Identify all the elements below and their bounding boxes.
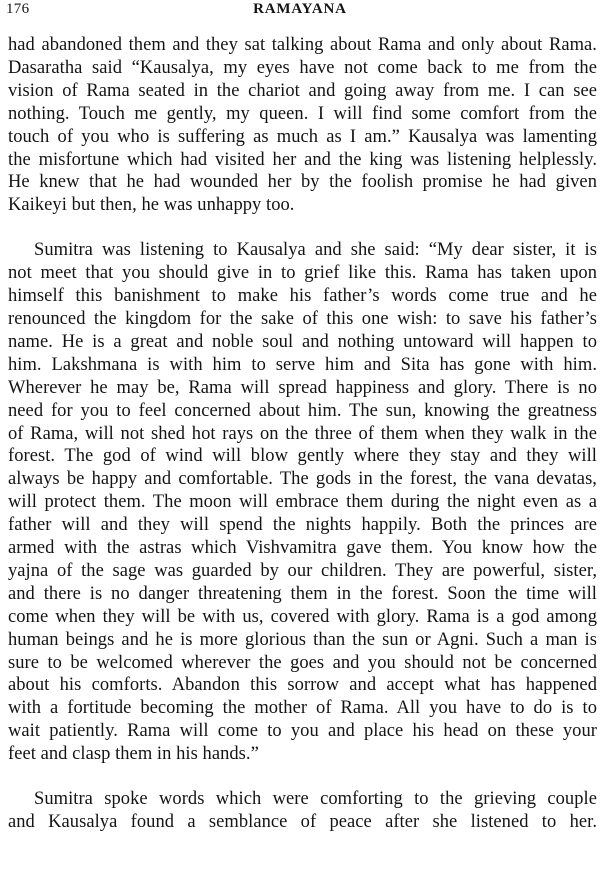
text-line: about his comforts. Abandon this sorrow and accept what has happened — [8, 675, 597, 696]
paragraph-1 — [8, 34, 597, 217]
text-line: with a fortitude becoming the mother of Rama. All you have to do is to — [8, 698, 597, 719]
text-line: need for you to feel concerned about him. The sun, knowing the greatness — [8, 400, 597, 421]
text-line: himself this banishment to make his father’s words come true and he — [8, 286, 597, 307]
text-line: sure to be welcomed wherever the goes and you should not be concerned — [8, 652, 597, 673]
text-line: renounced the kingdom for the sake of this one wish: to save his father’s — [8, 308, 597, 329]
text-line: him. Lakshmana is with him to serve him and Sita has gone with him. — [8, 354, 597, 375]
page-number: 176 — [6, 1, 30, 17]
text-line: Sumitra was listening to Kausalya and she said: “My dear sister, it is — [34, 240, 597, 261]
text-line: He knew that he had wounded her by the foolish promise he had given — [8, 172, 597, 193]
text-line: had abandoned them and they sat talking about Rama and only about Rama. — [8, 35, 597, 55]
text-line: touch of you who is suffering as much as I am.” Kausalya was lamenting — [8, 126, 597, 147]
text-line: wait patiently. Rama will come to you and place his head on these your — [8, 721, 597, 742]
page-header — [0, 0, 600, 22]
paragraph-3 — [8, 788, 597, 834]
text-line: not meet that you should give in to grief like this. Rama has taken upon — [8, 263, 597, 284]
text-line: Dasaratha said “Kausalya, my eyes have not come back to me from the — [8, 57, 597, 78]
text-line: father will and they will spend the nights happily. Both the princes are — [8, 515, 597, 536]
body-text — [8, 34, 597, 834]
text-line: Kaikeyi but then, he was unhappy too. — [8, 195, 295, 216]
text-line: the misfortune which had visited her and the king was listening helplessly. — [8, 149, 597, 170]
paragraph-2 — [8, 239, 597, 766]
text-line: name. He is a great and noble soul and nothing untoward will happen to — [8, 331, 597, 352]
text-line: nothing. Touch me gently, my queen. I will find some comfort from the — [8, 103, 597, 124]
text-line: vision of Rama seated in the chariot and going away from me. I can see — [8, 80, 597, 101]
text-line: Wherever he may be, Rama will spread happiness and glory. There is no — [8, 377, 597, 398]
text-line: of Rama, will not shed hot rays on the three of them when they walk in the — [8, 423, 597, 444]
text-line: feet and clasp them in his hands.” — [8, 744, 259, 765]
text-line: human beings and he is more glorious than the sun or Agni. Such a man is — [8, 629, 597, 650]
text-line: will protect them. The moon will embrace them during the night even as a — [8, 492, 597, 513]
text-line: and there is no danger threatening them in the forest. Soon the time will — [8, 583, 597, 604]
running-head: RAMAYANA — [253, 1, 347, 17]
text-line: yajna of the sage was guarded by our children. They are powerful, sister, — [8, 560, 597, 581]
text-line: come when they will be with us, covered with glory. Rama is a god among — [8, 606, 597, 627]
text-line: armed with the astras which Vishvamitra gave them. You know how the — [8, 538, 597, 559]
text-line: always be happy and comfortable. The gods in the forest, the vana devatas, — [8, 469, 597, 490]
text-line: and Kausalya found a semblance of peace after she listened to her. — [8, 812, 597, 832]
text-line: forest. The god of wind will blow gently where they stay and they will — [8, 446, 597, 467]
text-line: Sumitra spoke words which were comforting to the grieving couple — [34, 789, 597, 810]
